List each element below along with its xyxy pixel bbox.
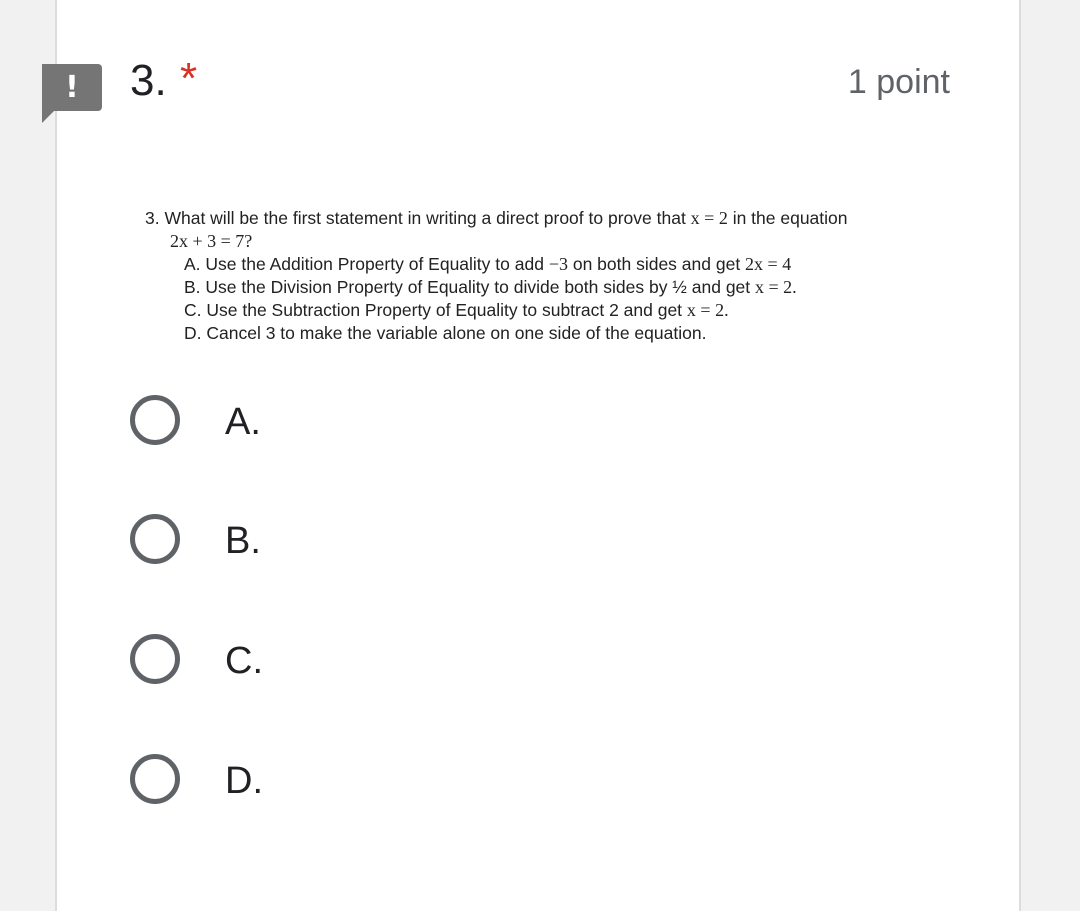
radio-unchecked-icon[interactable]	[130, 514, 180, 564]
radio-unchecked-icon[interactable]	[130, 754, 180, 804]
math-expression: 2x + 3 = 7?	[170, 231, 253, 251]
question-choice-b-text: B. Use the Division Property of Equality to divide both sides by ½ and get x = 2.	[184, 277, 797, 297]
question-number: 3.	[130, 56, 167, 105]
radio-unchecked-icon[interactable]	[130, 634, 180, 684]
question-choice-c-text: C. Use the Subtraction Property of Equality to subtract 2 and get x = 2.	[184, 300, 729, 320]
question-text-line-2	[145, 230, 945, 253]
question-text-line-1: 3. What will be the first statement in writing a direct proof to prove that x = 2 in the equation	[145, 208, 848, 228]
option-d[interactable]	[128, 751, 628, 815]
exclamation-icon: !	[65, 70, 79, 105]
math-expression: x = 2	[690, 208, 728, 228]
required-asterisk: *	[180, 54, 198, 103]
required-warning-icon	[42, 64, 102, 111]
option-a[interactable]	[128, 392, 628, 456]
option-c-label[interactable]: C.	[225, 640, 263, 682]
option-a-label[interactable]: A.	[225, 401, 261, 443]
option-b-label[interactable]: B.	[225, 520, 261, 562]
question-choice-d-text: D. Cancel 3 to make the variable alone on one side of the equation.	[184, 323, 707, 343]
question-image	[145, 207, 945, 345]
option-c[interactable]	[128, 631, 628, 695]
option-d-label[interactable]: D.	[225, 760, 263, 802]
question-points: 1 point	[847, 63, 950, 101]
question-choice-a-text: A. Use the Addition Property of Equality to add −3 on both sides and get 2x = 4	[184, 254, 792, 274]
radio-unchecked-icon[interactable]	[130, 395, 180, 445]
option-b[interactable]	[128, 511, 628, 575]
